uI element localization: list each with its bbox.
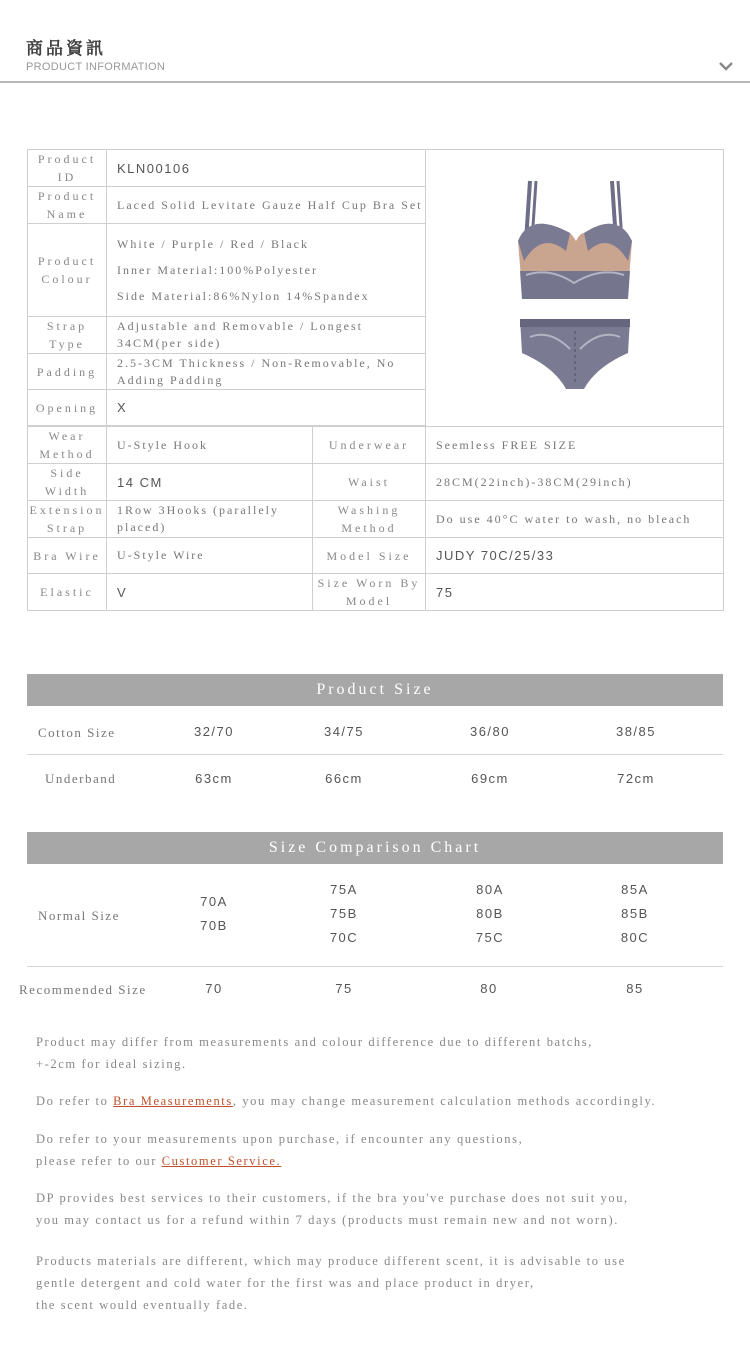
model-size-label: Model Size (313, 538, 426, 574)
waist-label: Waist (313, 464, 426, 501)
recommended-size-value: 75 (335, 981, 353, 996)
normal-size-value: 80C (620, 930, 650, 945)
note-refund (36, 1187, 726, 1231)
side-material-value: Side Material:86%Nylon 14%Spandex (117, 289, 370, 303)
recommended-size-value: 85 (626, 981, 644, 996)
note-text: please refer to our (36, 1154, 162, 1168)
product-id-value: KLN00106 (107, 150, 426, 187)
cotton-size-label: Cotton Size (38, 725, 116, 740)
size-worn-label: Size Worn By Model (313, 574, 426, 611)
wear-method-value: U-Style Hook (107, 427, 313, 464)
header-divider (0, 81, 750, 83)
underwear-label: Underwear (313, 427, 426, 464)
normal-size-value: 85B (621, 906, 649, 921)
divider (27, 754, 723, 755)
note-measurements (36, 1031, 726, 1075)
normal-size-value: 75A (330, 882, 358, 897)
note-text: Do refer to your measurements upon purchase, if encounter any questions, (36, 1132, 524, 1146)
spec-table (27, 149, 724, 611)
bra-measurements-link[interactable]: Bra Measurements (113, 1094, 233, 1108)
normal-size-value: 75B (330, 906, 358, 921)
divider (27, 966, 723, 967)
note-text: DP provides best services to their customers, if the bra you've purchase does not suit you, (36, 1191, 629, 1205)
elastic-value: V (107, 574, 313, 611)
padding-label: Padding (28, 354, 107, 390)
extension-strap-label: Extension Strap (28, 501, 107, 538)
customer-service-link[interactable]: Customer Service. (161, 1154, 282, 1168)
padding-value: 2.5-3CM Thickness / Non-Removable, No Adding Padding (107, 354, 426, 390)
underband-value: 72cm (617, 771, 655, 786)
side-width-value: 14 CM (107, 464, 313, 501)
model-size-value: JUDY 70C/25/33 (426, 538, 724, 574)
strap-type-label: Strap Type (28, 317, 107, 354)
cotton-size-value: 34/75 (323, 724, 365, 739)
cotton-size-value: 38/85 (615, 724, 657, 739)
normal-size-label: Normal Size (38, 908, 120, 923)
page-subtitle: PRODUCT INFORMATION (26, 61, 166, 73)
normal-size-value: 85A (621, 882, 649, 897)
opening-value: X (107, 390, 426, 426)
size-comparison-header: Size Comparison Chart (27, 832, 723, 864)
product-colour-cell (107, 224, 426, 317)
note-text: you may contact us for a refund within 7 days (products must remain new and not worn). (36, 1213, 619, 1227)
note-text: Products materials are different, which may produce different scent, it is advisable to use (36, 1254, 626, 1268)
product-size-header: Product Size (27, 674, 723, 706)
wear-method-label: Wear Method (28, 427, 107, 464)
recommended-size-label: Recommended Size (19, 982, 147, 997)
recommended-size-value: 80 (480, 981, 498, 996)
normal-size-value: 70B (200, 918, 228, 933)
note-bra-measurements (36, 1090, 726, 1112)
note-scent (36, 1250, 726, 1316)
normal-size-value: 70C (329, 930, 359, 945)
normal-size-value: 80A (476, 882, 504, 897)
cotton-size-value: 36/80 (469, 724, 511, 739)
normal-size-value: 70A (200, 894, 228, 909)
product-image (426, 150, 724, 427)
note-text: Product may differ from measurements and colour difference due to different batchs, (36, 1035, 593, 1049)
note-customer-service (36, 1128, 726, 1172)
strap-type-value: Adjustable and Removable / Longest 34CM(per side) (107, 317, 426, 354)
product-name-label: Product Name (28, 187, 107, 224)
bra-wire-value: U-Style Wire (107, 538, 313, 574)
product-id-label: Product ID (28, 150, 107, 187)
note-text: , you may change measurement calculation methods accordingly. (232, 1094, 657, 1108)
inner-material-value: Inner Material:100%Polyester (117, 263, 318, 277)
underband-label: Underband (45, 771, 117, 786)
washing-method-label: Washing Method (313, 501, 426, 538)
size-worn-value: 75 (426, 574, 724, 611)
note-text: +-2cm for ideal sizing. (36, 1057, 187, 1071)
chevron-down-icon[interactable] (716, 56, 736, 76)
underwear-value: Seemless FREE SIZE (426, 427, 724, 464)
normal-size-value: 80B (476, 906, 504, 921)
product-colour-label: Product Colour (28, 224, 107, 317)
product-name-value: Laced Solid Levitate Gauze Half Cup Bra Set (107, 187, 426, 224)
underband-value: 66cm (325, 771, 363, 786)
product-colour-value: White / Purple / Red / Black (117, 237, 309, 251)
elastic-label: Elastic (28, 574, 107, 611)
washing-method-value: Do use 40°C water to wash, no bleach (426, 501, 724, 538)
opening-label: Opening (28, 390, 107, 426)
bra-wire-label: Bra Wire (28, 538, 107, 574)
waist-value: 28CM(22inch)-38CM(29inch) (426, 464, 724, 501)
note-text: gentle detergent and cold water for the first was and place product in dryer, (36, 1276, 535, 1290)
normal-size-value: 75C (475, 930, 505, 945)
recommended-size-value: 70 (205, 981, 223, 996)
note-text: Do refer to (36, 1094, 114, 1108)
underband-value: 63cm (195, 771, 233, 786)
extension-strap-value: 1Row 3Hooks (parallely placed) (107, 501, 313, 538)
side-width-label: Side Width (28, 464, 107, 501)
cotton-size-value: 32/70 (193, 724, 235, 739)
bra-set-illustration (500, 171, 650, 401)
note-text: the scent would eventually fade. (36, 1298, 249, 1312)
underband-value: 69cm (471, 771, 509, 786)
page-title: 商品資訊 (26, 39, 106, 59)
